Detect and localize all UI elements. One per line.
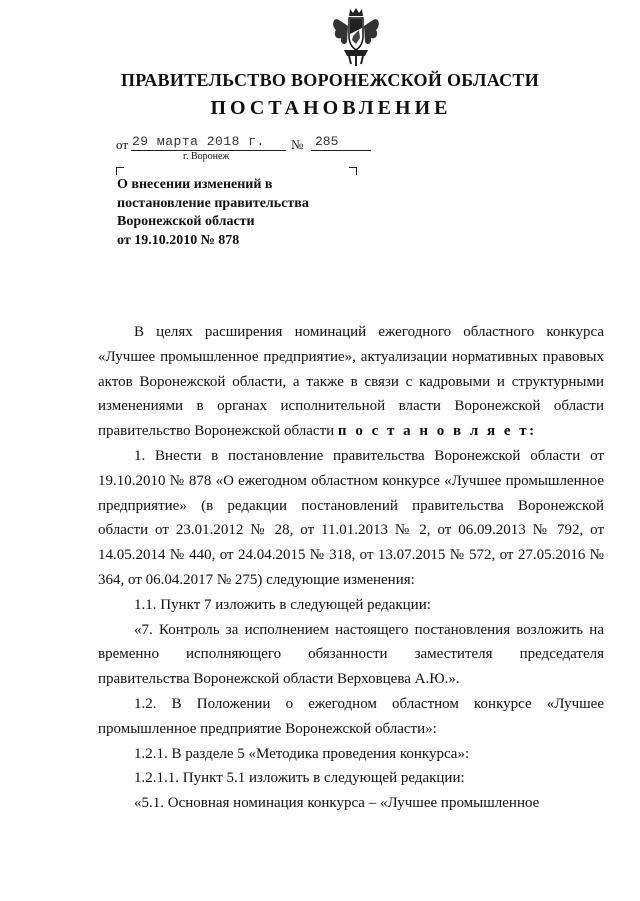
date-prefix: от: [116, 137, 129, 152]
subject-line: Воронежской области: [117, 214, 255, 229]
subject-line: О внесении изменений в: [117, 177, 273, 192]
document-type: ПОСТАНОВЛЕНИЕ: [210, 97, 452, 119]
corner-mark-right: [349, 167, 357, 175]
paragraph-preamble: [98, 320, 604, 444]
subject-line: постановление правительства: [117, 195, 309, 211]
paragraph-1-2: 1.2. В Положении о ежегодном областном конкурсе «Лучшее промышленное предприятие Воронежской области»:: [98, 695, 604, 737]
preamble-text: В целях расширения номинаций ежегодного областного конкурса «Лучшее промышленное предприятие», актуализации нормативных правовых актов Воронежской области, а также в связи с кадровыми и структурными изменениями в органах исполнительной власти Воронежской области правительство Воронежской области: [98, 324, 604, 440]
number-prefix: №: [291, 137, 304, 152]
paragraph-1-2-1-1: 1.2.1.1. Пункт 5.1 изложить в следующей редакции:: [134, 770, 465, 787]
city: г. Воронеж: [183, 151, 230, 162]
paragraph-item-5-1: «5.1. Основная номинация конкурса – «Лучшее промышленное: [134, 795, 540, 812]
decree-number: 285: [315, 134, 339, 149]
paragraph-1: 1. Внести в постановление правительства Воронежской области от 19.10.2010 № 878 «О ежегодном областном конкурсе «Лучшее промышленное предприятие» (в редакции постановлений правительства Воронежской области от 23.01.2012 № 28, от 11.01.2013 № 2, от 06.09.2013 № 792, от 14.05.2014 № 440, от 24.04.2015 № 318, от 13.07.2015 № 572, от 27.05.2016 № 364, от 06.04.2017 № 275) следующие изменения:: [98, 447, 604, 588]
paragraph-item-7: «7. Контроль за исполнением настоящего постановления возложить на временно исполняющего обязанности заместителя председателя правительства Воронежской области Верховцева А.Ю.».: [98, 621, 604, 688]
government-name: ПРАВИТЕЛЬСТВО ВОРОНЕЖСКОЙ ОБЛАСТИ: [120, 70, 540, 90]
decree-body: [98, 320, 604, 816]
paragraph-1-2-1: 1.2.1. В разделе 5 «Методика проведения конкурса»:: [134, 745, 470, 762]
number-underline: [311, 150, 371, 151]
decree-date: 29 марта 2018 г.: [132, 134, 265, 149]
decree-subject: [117, 176, 309, 250]
paragraph-1-1: 1.1. Пункт 7 изложить в следующей редакции:: [134, 596, 431, 613]
decree-word: п о с т а н о в л я е т:: [337, 423, 537, 440]
coat-of-arms-emblem: [331, 6, 381, 68]
corner-mark-left: [116, 167, 124, 175]
subject-line: от 19.10.2010 № 878: [117, 232, 240, 248]
